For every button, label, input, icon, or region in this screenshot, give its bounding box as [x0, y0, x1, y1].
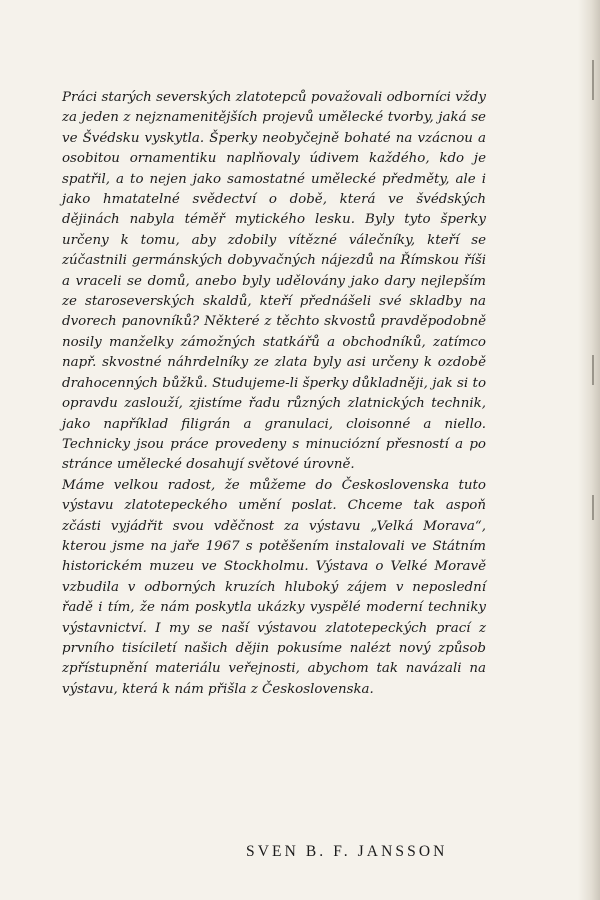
page-edge-mark [592, 60, 594, 100]
page-edge-mark [592, 495, 594, 520]
page-edge-mark [592, 355, 594, 385]
paragraph-1: Práci starých severských zlatotepců považovali odborníci vždy za jeden z nejznamenitějších projevů umělecké tvorby, jaká se ve Švédsku vyskytla. Šperky neobyčejně bohaté na vzácnou a osobitou ornamentiku naplňovaly údivem každého, kdo je spatřil, a to nejen jako samostatné umělecké předměty, ale i jako hmatatelné svědectví o době, která ve švédských dějinách nabyla téměř mytického lesku. Byly tyto šperky určeny k tomu, aby zdobily vítězné válečníky, kteří se zúčastnili germánských dobyvačných nájezdů na Římskou říši a vraceli se domů, anebo byly udělovány jako dary nejlepším ze staroseverských skaldů, kteří přednášeli své skladby na dvorech panovníků? Některé z těchto skvostů pravděpodobně nosily manželky zámožných statkářů a obchodníků, zatímco např. skvostné náhrdelníky ze zlata byly asi určeny k ozdobě drahocenných bůžků. Studujeme-li šperky důkladněji, jak si to opravdu zaslouží, zjistíme řadu různých zlatnických technik, jako například filigrán a granulaci, cloisonné a niello. Technicky jsou práce provedeny s minuciózní přesností a po stránce umělecké dosahují světové úrovně. [62, 90, 486, 473]
paragraph-2: Máme velkou radost, že můžeme do Československa tuto výstavu zlatotepeckého umění poslat. Chceme tak aspoň zčásti vyjádřit svou vděčnost za výstavu „Velká Morava“, kterou jsme na jaře 1967 s potěšením instalovali ve Státním historickém muzeu ve Stockholmu. Výstava o Velké Moravě vzbudila v odborných kruzích hluboký zájem v neposlední řadě i tím, že nám poskytla ukázky vyspělé moderní techniky výstavnictví. I my se naší výstavou zlatotepeckých prací z prvního tisíciletí našich dějin pokusíme nalézt nový způsob zpřístupnění materiálu veřejnosti, abychom tak navázali na výstavu, která k nám přišla z Československa. [62, 477, 486, 697]
page-edge-shadow [578, 0, 600, 900]
body-text [62, 88, 486, 700]
author-signature: SVEN B. F. JANSSON [246, 843, 448, 860]
